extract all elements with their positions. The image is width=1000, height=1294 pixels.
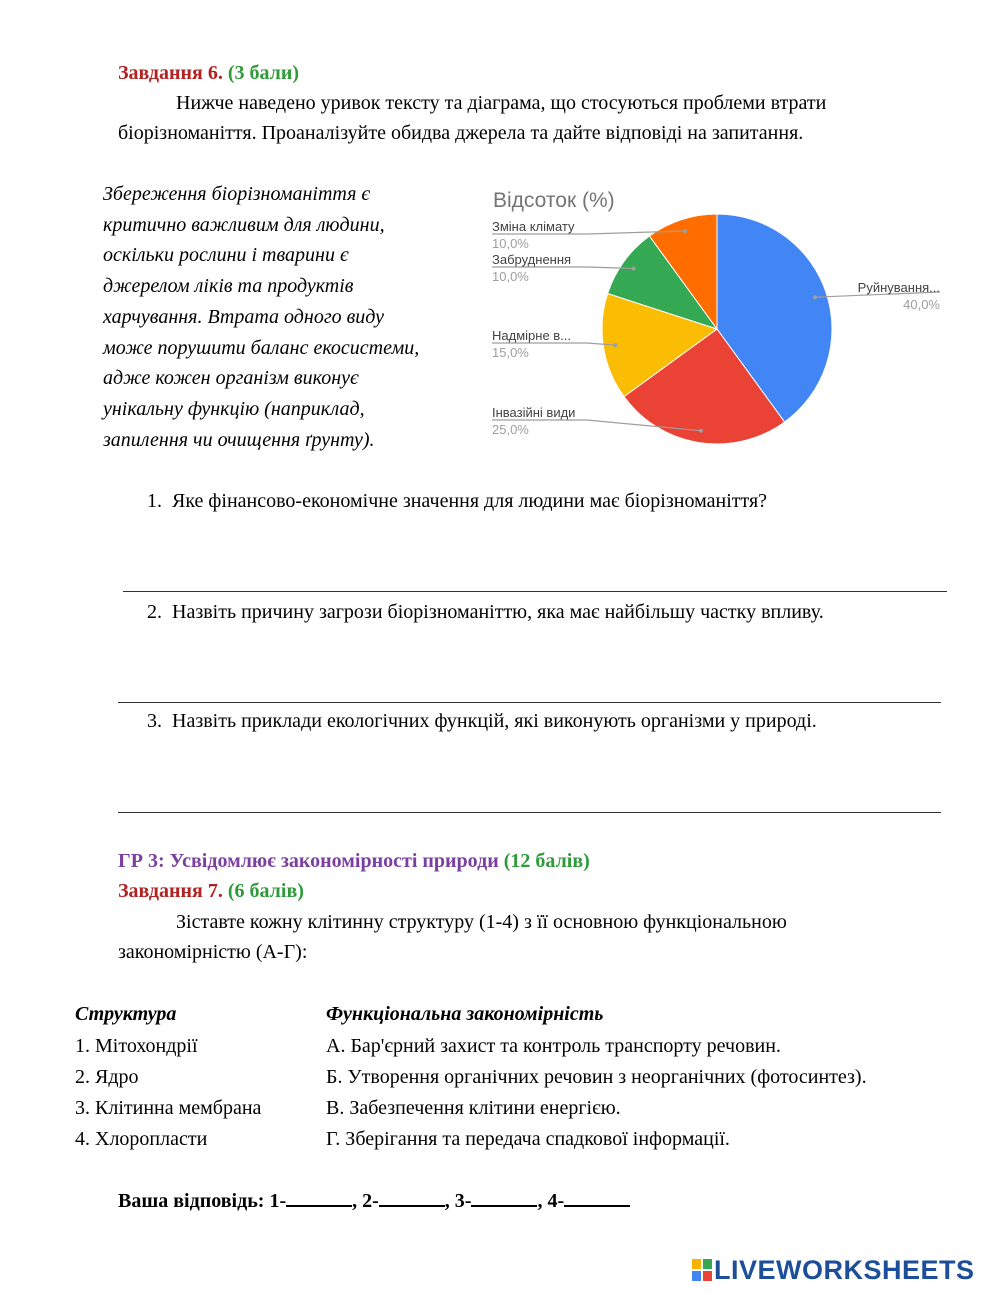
question-2	[147, 597, 824, 627]
task7-intro-line2: закономірністю (А-Г):	[118, 941, 308, 963]
slice-category-label: Забруднення	[492, 252, 572, 267]
answer-blank-3[interactable]	[471, 1187, 537, 1207]
question-text: Яке фінансово-економічне значення для людини має біорізноманіття?	[172, 490, 768, 512]
excerpt-line: унікальну функцію (наприклад,	[103, 397, 365, 420]
task6-heading	[118, 58, 299, 88]
structure-item: 4. Хлоропласти	[75, 1128, 208, 1150]
pie-chart	[485, 180, 955, 450]
task7-points: (6 балів)	[227, 880, 304, 902]
answer-blank-2[interactable]	[379, 1187, 445, 1207]
answer-slot-label: , 2-	[352, 1190, 379, 1212]
answer-slot-label: , 3-	[444, 1190, 472, 1212]
answer-blank-4[interactable]	[564, 1187, 630, 1207]
question-text: Назвіть приклади екологічних функцій, які виконують організми у природі.	[172, 710, 817, 732]
leader-dot	[613, 343, 617, 347]
function-item: В. Забезпечення клітини енергією.	[326, 1097, 621, 1119]
slice-category-label: Зміна клімату	[492, 219, 575, 234]
structure-item: 3. Клітинна мембрана	[75, 1097, 262, 1119]
col-function-header: Функціональна закономірність	[326, 1003, 604, 1025]
leader-dot	[699, 429, 703, 433]
logo-icon	[692, 1259, 712, 1281]
task6-intro-line2: біорізноманіття. Проаналізуйте обидва джерела та дайте відповіді на запитання.	[118, 122, 804, 144]
structure-item: 2. Ядро	[75, 1066, 139, 1088]
excerpt-line: харчування. Втрата одного виду	[103, 305, 385, 328]
slice-category-label: Руйнування...	[857, 280, 940, 295]
question-1	[147, 486, 767, 516]
liveworksheets-logo[interactable]	[692, 1255, 992, 1285]
function-item: Г. Зберігання та передача спадкової інформації.	[326, 1128, 730, 1150]
slice-value-label: 10,0%	[492, 236, 529, 251]
slice-category-label: Інвазійні види	[492, 405, 576, 420]
answer-row	[118, 1186, 630, 1216]
question-number: 3.	[147, 710, 162, 732]
answer-line-2[interactable]	[118, 702, 941, 703]
leader-dot	[632, 267, 636, 271]
task7-intro-line1: Зіставте кожну клітинну структуру (1-4) з її основною функціональною	[176, 911, 787, 933]
question-number: 2.	[147, 601, 162, 623]
gr3-heading	[118, 846, 590, 876]
structure-item: 1. Мітохондрії	[75, 1035, 198, 1057]
pie-slices	[602, 214, 832, 444]
chart-title: Відсоток (%)	[493, 189, 615, 212]
task6-points: (3 бали)	[227, 62, 300, 84]
excerpt-text	[103, 179, 467, 455]
task7-heading	[118, 876, 304, 906]
answer-line-1[interactable]	[123, 591, 947, 592]
excerpt-line: критично важливим для людини,	[103, 213, 385, 236]
leader-dot	[683, 229, 687, 233]
col-structure-header: Структура	[75, 1003, 177, 1025]
task6-intro-line1: Нижче наведено уривок тексту та діаграма, що стосуються проблеми втрати	[176, 92, 827, 114]
task6-title: Завдання 6.	[118, 62, 223, 84]
function-item: Б. Утворення органічних речовин з неорганічних (фотосинтез).	[326, 1066, 867, 1088]
slice-value-label: 10,0%	[492, 269, 529, 284]
excerpt-line: може порушити баланс екосистеми,	[103, 336, 420, 359]
question-text: Назвіть причину загрози біорізноманіттю, яка має найбільшу частку впливу.	[172, 601, 824, 623]
slice-category-label: Надмірне в...	[492, 328, 572, 343]
excerpt-line: Збереження біорізноманіття є	[103, 183, 371, 205]
excerpt-line: джерелом ліків та продуктів	[103, 275, 354, 298]
excerpt-line: адже кожен організм виконує	[103, 367, 359, 390]
gr3-points: (12 балів)	[503, 850, 590, 872]
answer-blank-1[interactable]	[286, 1187, 352, 1207]
slice-value-label: 15,0%	[492, 345, 529, 360]
question-number: 1.	[147, 490, 162, 512]
answer-slot-label: , 4-	[537, 1190, 565, 1212]
excerpt-line: запилення чи очищення ґрунту).	[103, 428, 375, 451]
slice-value-label: 25,0%	[492, 422, 529, 437]
gr3-title: ГР 3: Усвідомлює закономірності природи	[118, 850, 499, 872]
function-item: А. Бар'єрний захист та контроль транспорту речовин.	[326, 1035, 781, 1057]
task7-title: Завдання 7.	[118, 880, 223, 902]
answer-slot-label: 1-	[269, 1190, 287, 1212]
question-3	[147, 706, 817, 736]
leader-dot	[813, 295, 817, 299]
excerpt-line: оскільки рослини і тварини є	[103, 244, 349, 267]
answer-label: Ваша відповідь:	[118, 1190, 265, 1212]
logo-text: LIVEWORKSHEETS	[714, 1255, 975, 1285]
slice-value-label: 40,0%	[903, 297, 940, 312]
answer-line-3[interactable]	[118, 812, 941, 813]
